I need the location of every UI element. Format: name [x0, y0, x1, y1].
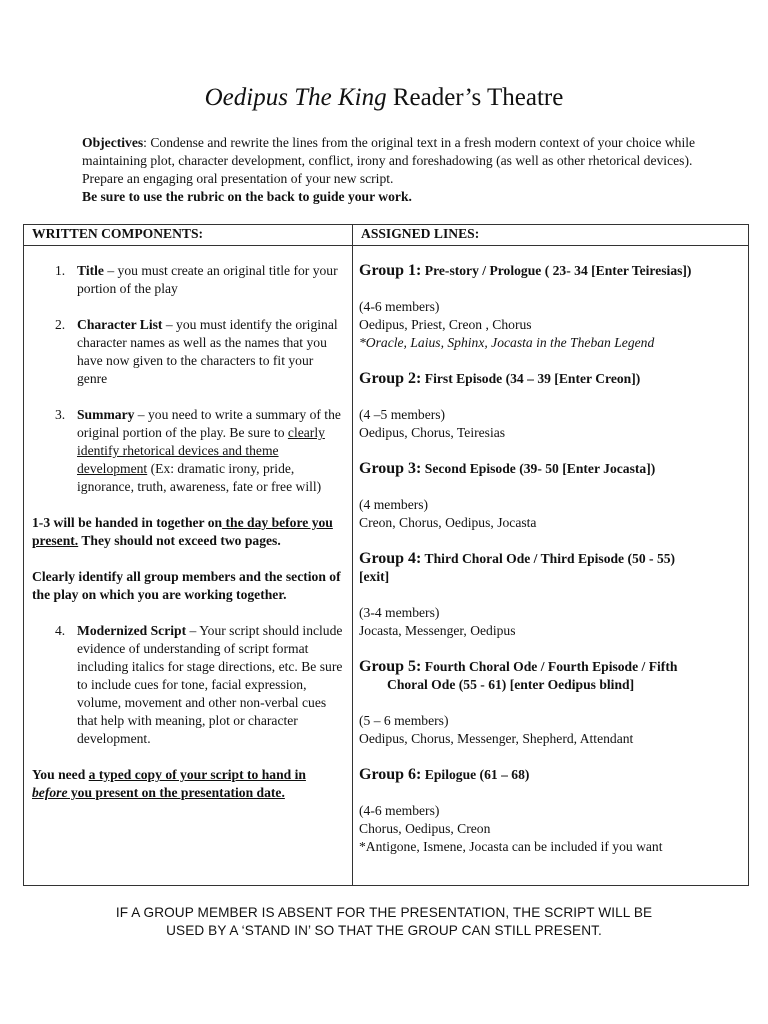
- assigned-lines-header: ASSIGNED LINES:: [353, 225, 749, 246]
- group-characters: Jocasta, Messenger, Oedipus: [359, 623, 516, 638]
- group-title: [359, 550, 744, 568]
- typed-copy-note: [32, 766, 346, 802]
- item-number: 3.: [55, 407, 66, 422]
- assignment-table: [23, 224, 749, 886]
- rubric-note: Be sure to use the rubric on the back to guide your work.: [82, 189, 412, 204]
- list-item: [32, 262, 346, 298]
- note-text: You need: [32, 767, 89, 782]
- spacer: [32, 388, 346, 406]
- item-name: Summary: [77, 407, 135, 422]
- group-label: Group 2:: [359, 370, 422, 387]
- written-components-header: WRITTEN COMPONENTS:: [24, 225, 353, 246]
- item-number: 4.: [55, 623, 66, 638]
- group-characters: Oedipus, Chorus, Messenger, Shepherd, Attendant: [359, 731, 634, 746]
- title-italic: Oedipus The King: [204, 84, 387, 111]
- group-description-continued: [exit]: [359, 569, 390, 584]
- page-title: [0, 84, 768, 112]
- group-description: Pre-story / Prologue ( 23- 34 [Enter Teiresias]): [421, 263, 692, 278]
- group-member-count: (3-4 members): [359, 605, 440, 620]
- group-block: [359, 766, 744, 856]
- note-underlined: a typed copy of your script to hand in: [88, 767, 306, 782]
- group-extra: *Antigone, Ismene, Jocasta can be included if you want: [359, 839, 663, 854]
- group-description: First Episode (34 – 39 [Enter Creon]): [421, 371, 641, 386]
- group-description-continued: Choral Ode (55 - 61) [enter Oedipus blind]: [387, 677, 635, 692]
- table-header-row: [24, 225, 749, 246]
- group-block: [359, 658, 744, 748]
- group-characters: Chorus, Oedipus, Creon: [359, 821, 491, 836]
- group-title: [359, 262, 744, 280]
- group-characters: Creon, Chorus, Oedipus, Jocasta: [359, 515, 537, 530]
- group-member-count: (4-6 members): [359, 803, 440, 818]
- note-underlined-italic: before: [32, 785, 68, 800]
- footer-line-1: IF A GROUP MEMBER IS ABSENT FOR THE PRESENTATION, THE SCRIPT WILL BE: [115, 905, 653, 920]
- objectives-colon: :: [143, 135, 147, 150]
- item-number: 1.: [55, 263, 66, 278]
- handed-in-note: [32, 514, 346, 550]
- group-extra: *Oracle, Laius, Sphinx, Jocasta in the Theban Legend: [359, 335, 655, 350]
- item-text: – you must identify the original character names as well as the names that you have now given to the characters to fit your genre: [77, 317, 338, 386]
- group-characters: Oedipus, Chorus, Teiresias: [359, 425, 506, 440]
- item-name: Character List: [77, 317, 163, 332]
- note-underlined: the day before you present.: [32, 515, 333, 548]
- item-underlined-text: clearly identify rhetorical devices and theme development: [77, 425, 325, 476]
- objectives-text: Condense and rewrite the lines from the original text in a fresh modern context of your choice while maintaining plot, character development, conflict, irony and foreshadowing (as well as other rhetorical devices). Prepare an engaging oral presentation of your new script.: [82, 135, 696, 186]
- spacer: [32, 298, 346, 316]
- group-characters: Oedipus, Priest, Creon , Chorus: [359, 317, 532, 332]
- group-label: Group 5:: [359, 658, 422, 675]
- group-label: Group 1:: [359, 262, 422, 279]
- absence-footer-note: [0, 904, 768, 940]
- table-body-row: [24, 246, 749, 886]
- group-label: Group 3:: [359, 460, 422, 477]
- item-name: Modernized Script: [77, 623, 187, 638]
- group-description: Epilogue (61 – 68): [421, 767, 530, 782]
- footer-line-2: USED BY A ‘STAND IN’ SO THAT THE GROUP CAN STILL PRESENT.: [166, 923, 602, 938]
- item-text: – you need to write a summary of the original portion of the play. Be sure to: [77, 407, 341, 440]
- note-text-continued: They should not exceed two pages.: [78, 533, 281, 548]
- group-title: [359, 766, 744, 784]
- item-name: Title: [77, 263, 104, 278]
- group-label: Group 4:: [359, 550, 422, 567]
- group-member-count: (5 – 6 members): [359, 713, 449, 728]
- group-block: [359, 262, 744, 352]
- group-title: [359, 370, 744, 388]
- objectives-block: [82, 134, 702, 206]
- group-member-count: (4 –5 members): [359, 407, 446, 422]
- group-block: [359, 370, 744, 442]
- item-number: 2.: [55, 317, 66, 332]
- group-member-count: (4 members): [359, 497, 429, 512]
- group-title: [359, 658, 744, 676]
- note-underlined-continued: you present on the presentation date.: [67, 785, 285, 800]
- written-components-cell: [24, 246, 353, 886]
- group-block: [359, 550, 744, 640]
- list-item: [32, 622, 346, 748]
- components-list: [32, 262, 346, 496]
- group-label: Group 6:: [359, 766, 422, 783]
- group-block: [359, 460, 744, 532]
- note-text: 1-3 will be handed in together on: [32, 515, 223, 530]
- group-description: Third Choral Ode / Third Episode (50 - 55): [421, 551, 676, 566]
- list-item: [32, 316, 346, 388]
- title-rest: Reader’s Theatre: [386, 84, 564, 111]
- group-description: Fourth Choral Ode / Fourth Episode / Fifth: [421, 659, 678, 674]
- objectives-label: Objectives: [82, 135, 144, 150]
- script-list: [32, 622, 346, 748]
- group-member-count: (4-6 members): [359, 299, 440, 314]
- group-members-note: Clearly identify all group members and the section of the play on which you are working together.: [32, 569, 341, 602]
- assigned-lines-cell: [353, 246, 749, 886]
- item-text: – Your script should include evidence of understanding of script format including italics for stage directions, etc. Be sure to include cues for tone, facial expression, volume, movement and other non-verbal cues that help with meaning, plot or character development.: [77, 623, 343, 746]
- group-description: Second Episode (39- 50 [Enter Jocasta]): [421, 461, 656, 476]
- item-text: – you must create an original title for your portion of the play: [77, 263, 338, 296]
- item-text-continued: (Ex: dramatic irony, pride, ignorance, truth, awareness, fate or free will): [77, 461, 322, 494]
- list-item: [32, 406, 346, 496]
- group-title: [359, 460, 744, 478]
